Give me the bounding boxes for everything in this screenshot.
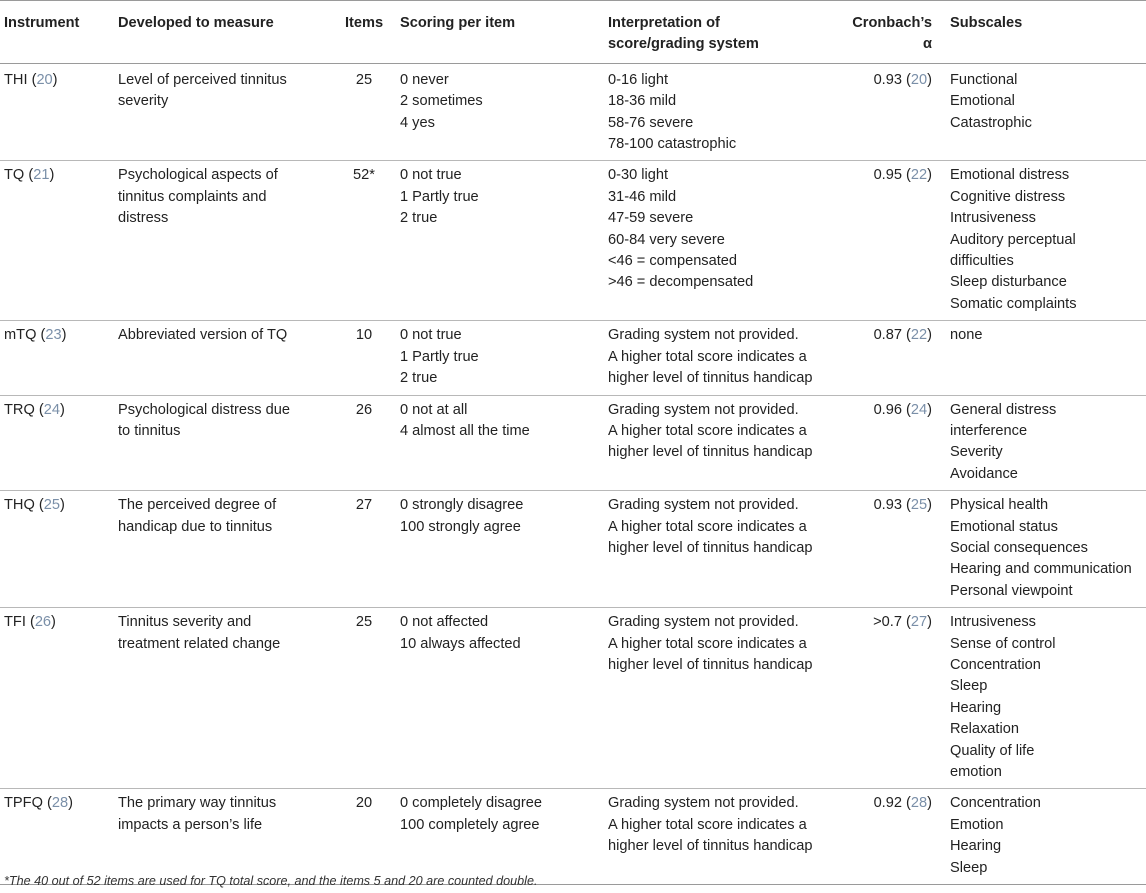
- scoring-line: 0 strongly disagree: [400, 497, 524, 514]
- items-count: 26: [355, 401, 373, 418]
- cell-interpretation: [604, 789, 842, 885]
- interpretation-line: higher level of tinnitus handicap: [608, 656, 813, 673]
- reference-number: 25: [910, 497, 928, 514]
- header-instrument: Instrument: [4, 15, 80, 31]
- interpretation-line: 18-36 mild: [608, 93, 677, 110]
- scoring-line: 10 always affected: [400, 635, 521, 652]
- interpretation-line: higher level of tinnitus handicap: [608, 370, 813, 387]
- cell-scoring: [396, 789, 604, 885]
- cell-items: [330, 789, 396, 885]
- scoring-line: 100 strongly agree: [400, 518, 521, 535]
- developed-line: tinnitus complaints and: [118, 188, 267, 205]
- subscale-line: Social consequences: [950, 539, 1088, 556]
- reference-number: 23: [45, 327, 62, 344]
- table-row: [0, 608, 1146, 789]
- subscale-line: Emotional distress: [950, 167, 1070, 184]
- scoring-line: 0 not affected: [400, 614, 489, 631]
- instrument-abbr: THQ: [4, 497, 35, 514]
- scoring-line: 2 true: [400, 210, 438, 227]
- cell-developed: [114, 395, 330, 491]
- interpretation-line: Grading system not provided.: [608, 327, 799, 344]
- cell-instrument: TPFQ (28): [4, 795, 73, 812]
- cell-instrument: TQ (21): [4, 167, 55, 184]
- reference-number: 20: [36, 71, 53, 88]
- subscale-line: Emotional status: [950, 518, 1058, 535]
- cell-subscales: [946, 161, 1146, 321]
- subscale-line: Intrusiveness: [950, 614, 1036, 631]
- interpretation-line: Grading system not provided.: [608, 497, 799, 514]
- developed-line: Psychological aspects of: [118, 167, 278, 184]
- interpretation-line: 58-76 severe: [608, 114, 694, 131]
- scoring-line: 4 yes: [400, 114, 435, 131]
- subscale-line: Catastrophic: [950, 114, 1032, 131]
- cell-instrument: THI (20): [4, 71, 58, 88]
- cell-scoring: [396, 63, 604, 161]
- cell-items: [330, 63, 396, 161]
- scoring-line: 2 true: [400, 370, 438, 387]
- alpha-value: 0.87: [873, 327, 902, 344]
- scoring-line: 0 never: [400, 71, 449, 88]
- developed-line: treatment related change: [118, 635, 281, 652]
- items-count: 25: [355, 71, 373, 88]
- subscale-line: Emotion: [950, 816, 1004, 833]
- cell-subscales: [946, 63, 1146, 161]
- subscale-line: Hearing: [950, 838, 1002, 855]
- reference-number: 21: [33, 167, 50, 184]
- table-row: [0, 491, 1146, 608]
- cell-cronbach: 0.92 (28): [873, 795, 932, 812]
- scoring-line: 100 completely agree: [400, 816, 540, 833]
- cell-instrument: THQ (25): [4, 497, 65, 514]
- reference-number: 27: [910, 614, 928, 631]
- alpha-value: 0.95: [873, 167, 902, 184]
- instrument-abbr: THI: [4, 71, 28, 88]
- subscale-line: Sleep: [950, 859, 988, 876]
- cell-instrument: TFI (26): [4, 614, 56, 631]
- developed-line: The perceived degree of: [118, 497, 277, 514]
- subscale-line: Physical health: [950, 497, 1049, 514]
- cell-developed: [114, 491, 330, 608]
- items-count: 10: [355, 327, 373, 344]
- header-developed: Developed to measure: [118, 15, 274, 31]
- interpretation-line: 60-84 very severe: [608, 231, 725, 248]
- table-row: [0, 395, 1146, 491]
- cell-interpretation: [604, 161, 842, 321]
- cell-scoring: [396, 161, 604, 321]
- items-count: 52*: [353, 167, 375, 184]
- instrument-abbr: mTQ: [4, 327, 37, 344]
- table-body: [0, 63, 1146, 884]
- table-footnote: *The 40 out of 52 items are used for TQ total score, and the items 5 and 20 are counted double.: [4, 874, 538, 888]
- developed-line: distress: [118, 210, 169, 227]
- reference-number: 28: [51, 795, 69, 812]
- cell-developed: [114, 321, 330, 395]
- alpha-value: >0.7: [873, 614, 902, 631]
- table-row: [0, 161, 1146, 321]
- subscale-line: Hearing and communication: [950, 561, 1132, 578]
- cell-interpretation: [604, 608, 842, 789]
- subscale-line: Sleep: [950, 678, 988, 695]
- cell-scoring: [396, 608, 604, 789]
- interpretation-line: A higher total score indicates a: [608, 422, 807, 439]
- reference-number: 22: [910, 327, 928, 344]
- alpha-value: 0.96: [873, 401, 902, 418]
- reference-number: 24: [910, 401, 928, 418]
- subscale-line: difficulties: [950, 253, 1014, 270]
- scoring-line: 1 Partly true: [400, 188, 479, 205]
- interpretation-line: 0-30 light: [608, 167, 669, 184]
- developed-line: The primary way tinnitus: [118, 795, 277, 812]
- developed-line: Psychological distress due: [118, 401, 290, 418]
- subscale-line: Personal viewpoint: [950, 582, 1073, 599]
- subscale-line: Emotional: [950, 93, 1015, 110]
- header-items: Items: [344, 15, 384, 31]
- subscale-line: Quality of life: [950, 742, 1035, 759]
- subscale-line: none: [950, 327, 983, 344]
- cell-interpretation: [604, 491, 842, 608]
- header-scoring: Scoring per item: [400, 15, 516, 31]
- subscale-line: Intrusiveness: [950, 210, 1036, 227]
- interpretation-line: Grading system not provided.: [608, 795, 799, 812]
- subscale-line: Somatic complaints: [950, 295, 1077, 312]
- cell-subscales: [946, 321, 1146, 395]
- cell-cronbach: 0.87 (22): [873, 327, 932, 344]
- developed-line: to tinnitus: [118, 422, 181, 439]
- interpretation-line: higher level of tinnitus handicap: [608, 444, 813, 461]
- reference-number: 22: [910, 167, 928, 184]
- subscale-line: Functional: [950, 71, 1018, 88]
- subscale-line: General distress: [950, 401, 1057, 418]
- cell-interpretation: [604, 63, 842, 161]
- subscale-line: Auditory perceptual: [950, 231, 1076, 248]
- developed-line: handicap due to tinnitus: [118, 518, 273, 535]
- cell-subscales: [946, 491, 1146, 608]
- developed-line: Level of perceived tinnitus: [118, 71, 287, 88]
- reference-number: 24: [43, 401, 60, 418]
- reference-number: 28: [910, 795, 928, 812]
- instrument-abbr: TFI: [4, 614, 26, 631]
- interpretation-line: <46 = compensated: [608, 253, 738, 270]
- subscale-line: Concentration: [950, 656, 1041, 673]
- subscale-line: interference: [950, 422, 1028, 439]
- header-interpretation: [604, 1, 842, 64]
- instrument-abbr: TPFQ: [4, 795, 43, 812]
- cell-cronbach: 0.93 (25): [873, 497, 932, 514]
- cell-subscales: [946, 789, 1146, 885]
- table-row: [0, 321, 1146, 395]
- interpretation-line: A higher total score indicates a: [608, 348, 807, 365]
- subscale-line: emotion: [950, 764, 1002, 780]
- interpretation-line: 78-100 catastrophic: [608, 136, 737, 153]
- cell-cronbach: 0.95 (22): [873, 167, 932, 184]
- subscale-line: Sense of control: [950, 635, 1056, 652]
- interpretation-line: higher level of tinnitus handicap: [608, 539, 813, 556]
- subscale-line: Sleep disturbance: [950, 274, 1067, 291]
- instrument-abbr: TRQ: [4, 401, 35, 418]
- cell-interpretation: [604, 395, 842, 491]
- cell-instrument: mTQ (23): [4, 327, 67, 344]
- cell-developed: [114, 63, 330, 161]
- interpretation-line: A higher total score indicates a: [608, 518, 807, 535]
- instrument-abbr: TQ: [4, 167, 25, 184]
- subscale-line: Hearing: [950, 699, 1002, 716]
- scoring-line: 0 not true: [400, 167, 462, 184]
- cell-scoring: [396, 321, 604, 395]
- subscale-line: Relaxation: [950, 721, 1019, 738]
- interpretation-line: Grading system not provided.: [608, 401, 799, 418]
- header-cronbach-line: α: [923, 36, 932, 53]
- developed-line: Tinnitus severity and: [118, 614, 252, 631]
- subscale-line: Concentration: [950, 795, 1041, 812]
- cell-cronbach: 0.93 (20): [873, 71, 932, 88]
- cell-scoring: [396, 491, 604, 608]
- scoring-line: 2 sometimes: [400, 93, 483, 110]
- cell-items: [330, 161, 396, 321]
- interpretation-line: 0-16 light: [608, 71, 669, 88]
- cell-cronbach: 0.96 (24): [873, 401, 932, 418]
- items-count: 25: [355, 614, 373, 631]
- cell-items: [330, 395, 396, 491]
- cell-subscales: [946, 395, 1146, 491]
- reference-number: 20: [910, 71, 928, 88]
- interpretation-line: higher level of tinnitus handicap: [608, 838, 813, 855]
- cell-cronbach: >0.7 (27): [873, 614, 932, 631]
- cell-instrument: TRQ (24): [4, 401, 65, 418]
- interpretation-line: A higher total score indicates a: [608, 635, 807, 652]
- scoring-line: 1 Partly true: [400, 348, 479, 365]
- cell-developed: [114, 789, 330, 885]
- scoring-line: 4 almost all the time: [400, 422, 530, 439]
- items-count: 20: [355, 795, 373, 812]
- cell-items: [330, 608, 396, 789]
- items-count: 27: [355, 497, 373, 514]
- scoring-line: 0 completely disagree: [400, 795, 542, 812]
- header-interpretation-line: score/grading system: [608, 36, 759, 53]
- cell-scoring: [396, 395, 604, 491]
- header-subscales: Subscales: [950, 15, 1023, 31]
- developed-line: Abbreviated version of TQ: [118, 327, 288, 344]
- interpretation-line: >46 = decompensated: [608, 274, 754, 291]
- alpha-value: 0.93: [873, 71, 902, 88]
- header-interpretation-line: Interpretation of: [608, 15, 720, 31]
- interpretation-line: 47-59 severe: [608, 210, 694, 227]
- scoring-line: 0 not at all: [400, 401, 468, 418]
- subscale-line: Avoidance: [950, 465, 1018, 482]
- alpha-value: 0.93: [873, 497, 902, 514]
- table-row: [0, 789, 1146, 885]
- table-header-row: [0, 1, 1146, 64]
- scoring-line: 0 not true: [400, 327, 462, 344]
- cell-items: [330, 491, 396, 608]
- cell-developed: [114, 608, 330, 789]
- interpretation-line: 31-46 mild: [608, 188, 677, 205]
- interpretation-line: A higher total score indicates a: [608, 816, 807, 833]
- header-cronbach: [842, 1, 946, 64]
- subscale-line: Cognitive distress: [950, 188, 1066, 205]
- reference-number: 25: [43, 497, 60, 514]
- interpretation-line: Grading system not provided.: [608, 614, 799, 631]
- cell-items: [330, 321, 396, 395]
- developed-line: severity: [118, 93, 169, 110]
- alpha-value: 0.92: [873, 795, 902, 812]
- table-row: [0, 63, 1146, 161]
- cell-subscales: [946, 608, 1146, 789]
- reference-number: 26: [34, 614, 52, 631]
- developed-line: impacts a person’s life: [118, 816, 263, 833]
- subscale-line: Severity: [950, 444, 1003, 461]
- cell-developed: [114, 161, 330, 321]
- cell-interpretation: [604, 321, 842, 395]
- header-cronbach-line: Cronbach’s: [852, 15, 932, 31]
